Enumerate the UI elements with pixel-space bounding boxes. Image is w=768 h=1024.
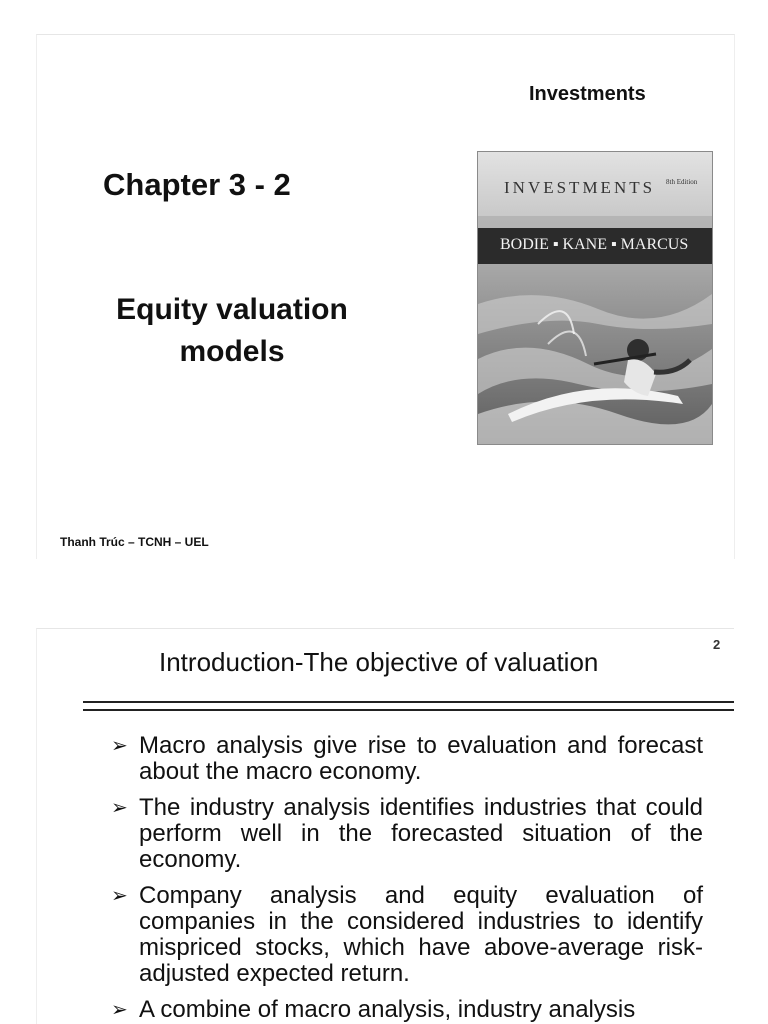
list-item	[109, 795, 703, 873]
cover-authors: BODIE ▪ KANE ▪ MARCUS	[500, 236, 689, 253]
list-item-text: Company analysis and equity evaluation of companies in the considered industries to identify mispriced stocks, which have above-average risk-adjusted expected return.	[139, 882, 703, 987]
chapter-heading: Chapter 3 - 2	[103, 167, 291, 202]
slide-1	[36, 34, 735, 559]
slide-header: Investments	[529, 83, 646, 105]
bullet-list	[109, 733, 703, 1024]
list-item-text: A combine of macro analysis, industry analysis	[139, 996, 636, 1023]
list-item	[109, 733, 703, 785]
list-item	[109, 883, 703, 987]
kayaker-illustration	[478, 264, 712, 444]
arrow-bullet-icon: ➢	[111, 999, 128, 1021]
cover-edition: 8th Edition	[666, 178, 698, 186]
slide-footer: Thanh Trúc – TCNH – UEL	[60, 535, 209, 549]
arrow-bullet-icon: ➢	[111, 735, 128, 757]
slide-title: Introduction-The objective of valuation	[159, 647, 599, 677]
cover-title: INVESTMENTS	[504, 178, 656, 197]
slide-title	[57, 289, 407, 373]
slide-number: 2	[713, 637, 721, 652]
list-item	[109, 997, 703, 1023]
slide-title-line-2: models	[179, 335, 285, 368]
arrow-bullet-icon: ➢	[111, 797, 128, 819]
arrow-bullet-icon: ➢	[111, 885, 128, 907]
list-item-text: Macro analysis give rise to evaluation and forecast about the macro economy.	[139, 732, 703, 785]
title-divider	[83, 701, 734, 711]
list-item-text: The industry analysis identifies industries that could perform well in the forecasted situation of the economy.	[139, 794, 703, 873]
slide-2	[36, 628, 734, 1024]
book-cover-image	[477, 151, 713, 445]
slide-title-line-1: Equity valuation	[116, 293, 348, 326]
